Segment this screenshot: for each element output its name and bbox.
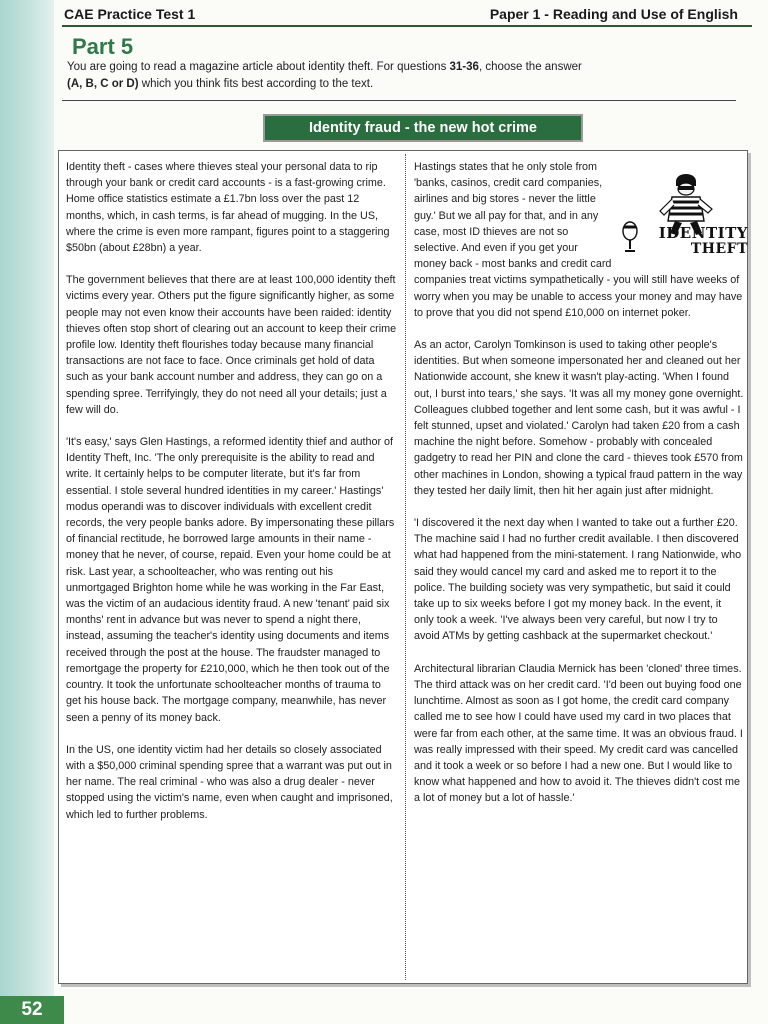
paper-title: Paper 1 - Reading and Use of English <box>489 6 738 22</box>
paragraph: The government believes that there are at least 100,000 identity theft victims every year. Others put the figure significantly higher, as some people may not even know their accounts have been raided: identity thieves often stop short of clearing out an account to keep their crime profile low. Identity theft flourishes today because many financial transactions are not face to face. Once criminals get hold of data such as your bank account number and address, they can go on a spending spree. Terrifyingly, they do not need all your details; just a few will do. <box>66 274 397 416</box>
instructions-text-c: which you think fits best according to the text. <box>138 78 374 90</box>
paragraph: Architectural librarian Claudia Mernick has been 'cloned' three times. The third attack was on her credit card. 'I'd been out buying food one lunchtime. Almost as soon as I got home, the credit card company called me to see how I could have used my card in two places that were far from each other, at the same time. It was an obvious fraud. I was really impressed with their speed. My credit card was cancelled and it took a week or so before I had a new one. But I would like to know what happened and how to avoid it. The thieves didn't cost me a lot of money but a lot of hassle.' <box>414 662 743 805</box>
paragraph: In the US, one identity victim had her details so closely associated with a $50,000 criminal spending spree that a warrant was put out in her name. The real criminal - who was also a drug dealer - never stopped using the victim's name, even when caught and imprisoned, which led to further problems. <box>66 743 393 821</box>
instructions-text-b: , choose the answer <box>478 61 582 73</box>
column-divider <box>405 154 406 980</box>
page-header <box>62 5 752 27</box>
instructions-text-a: You are going to read a magazine article about identity theft. For questions <box>67 61 450 73</box>
illustration-label-line2: THEFT <box>690 241 748 257</box>
paragraph: 'It's easy,' says Glen Hastings, a reformed identity thief and author of Identity Theft, Inc. 'The only prerequisite is the ability to read and write. It certainly helps to be computer literate, but it's far from essential. I stole several hundred identities in my career.' Hastings' modus operandi was to discover individuals with excellent credit records, the very people banks adore. By impersonating these pillars of financial rectitude, he borrowed large amounts in their name - money that he never, of course, repaid. Even your home could be at risk. Last year, a schoolteacher, who was renting out his unmortgaged Brighton home while he was working in the Far East, was the victim of an audacious identity fraud. A new 'tenant' paid six months' rent in advance but was never to spend a night there, instead, assuming the teacher's identity using documents and items received through the post at the house. The fraudster managed to remortgage the property for £210,000, which he then took out of the country. It took the unfortunate schoolteacher months of trauma to get his house back. The mortgage company, meanwhile, has never seen a penny of its money back. <box>66 436 395 724</box>
article-right-column <box>414 159 748 823</box>
instructions <box>67 59 727 93</box>
paragraph: As an actor, Carolyn Tomkinson is used to taking other people's identities. But when someone impersonated her and cleaned out her Nationwide account, she knew it wasn't play-acting. 'When I found out, I burst into tears,' she says. 'It was all my money gone overnight. Colleagues clubbed together and lent some cash, but it was awful - I felt stunned, upset and violated.' Carolyn had taken £20 from a cash machine the night before. Somehow - probably with concealed gadgetry to read her PIN and clone the card - thieves took £570 from other machines in London, showing a typical fraud pattern in the way they tested her daily limit, then hit her again just after midnight. <box>414 339 744 497</box>
article-title: Identity fraud - the new hot crime <box>263 114 583 142</box>
paragraph: Identity theft - cases where thieves steal your personal data to rip through your bank or credit card accounts - is a fast-growing crime. Home office statistics estimate a £1.7bn loss over the past 12 months, which, in cash terms, is far ahead of mugging. In the US, where the crime is even more rampant, figures point to a staggering $50bn (about £28bn) a year. <box>66 161 390 255</box>
page-number: 52 <box>0 996 64 1024</box>
illustration-label-line1: IDENTITY <box>658 224 748 242</box>
paragraph: 'I discovered it the next day when I wanted to take out a further £20. The machine said I had no further credit available. I then discovered what had happened from the mini-statement. I rang Nationwide, who said they would cancel my card and asked me to report it to the police. The building society was very sympathetic, but said it could take up to six weeks before I got my money back. In the event, it only took a week. 'I've always been very careful, but now I try to avoid ATMs by getting cashback at the supermarket checkout.' <box>414 517 742 643</box>
left-margin-strip <box>0 0 54 1024</box>
question-range: 31-36 <box>449 61 479 73</box>
part-title: Part 5 <box>72 34 134 59</box>
answer-options: (A, B, C or D) <box>67 78 139 90</box>
article-left-column <box>66 159 398 839</box>
instructions-divider <box>62 100 736 101</box>
test-title: CAE Practice Test 1 <box>64 6 196 22</box>
identity-theft-illustration <box>620 171 748 267</box>
paragraph: Hastings states that he only stole from 'banks, casinos, credit card companies, airlines and big stores - never the little guy.' But we all pay for that, and in any case, most ID thieves are not so selective. And even if you get your money back - most banks and credit card companies treat victims sympathetically - you will still have weeks of worry when you may be unable to access your money and may have to prove that you did not spend £10,000 on internet poker. <box>414 161 743 319</box>
